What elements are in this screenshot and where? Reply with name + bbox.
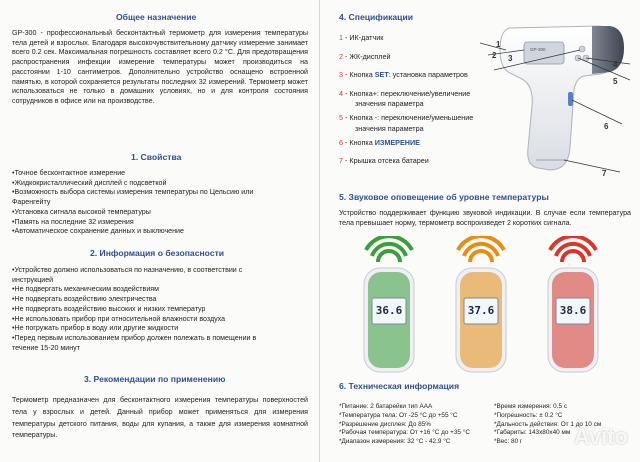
spec-key: SET	[374, 70, 389, 79]
general-text: GP-300 - профессиональный бесконтактный термометр для измерения температуры тела детей и взрослых. Благодаря высокочувствительному датчику измерение занимает всего 0.2 сек. Максимальная погрешность составляет всего 0.2 °C. Для предотвращения распространения инфекции измерение температуры может производиться на расстоянии 1-10 сантиметров. Дополнительно устройство оснащено встроенной памятью, в которой сохраняется результаты последних 32 измерений. Термометр может использоваться не только в домашних условиях, но и для контроля состояния сотрудников в офисе или на производстве.	[12, 29, 308, 105]
spec-number: 3	[339, 70, 345, 79]
properties-list	[12, 169, 253, 237]
property-item: •Точное бесконтактное измерение	[12, 169, 126, 177]
spec-number: 4	[339, 88, 345, 98]
property-item: •Автоматическое сохранение данных и выключение	[12, 227, 184, 236]
spec-item: 3 - Кнопка SET: установка параметров	[339, 70, 468, 79]
sound-readings	[346, 236, 626, 374]
safety-item: •Не использовать прибор при относительной влажности воздуха	[12, 314, 226, 323]
properties-title: 1. Свойства	[131, 152, 182, 162]
safety-item: •Не подвергать механическим воздействиям	[12, 285, 160, 294]
tech-item: *Разрешение дисплея: До 85%	[339, 420, 431, 428]
safety-item: •Не погружать прибор в воду или другие жидкости	[12, 324, 179, 333]
reading-value: 36.6	[375, 304, 403, 317]
reading-value: 38.6	[559, 304, 587, 317]
safety-item: •Не подвергать воздействию высоких и низких температур	[12, 304, 206, 313]
tech-col1	[339, 403, 470, 447]
sound-text: Устройство поддерживает функцию звуковой индикации. В случае если температура тела превышает норму, термометр воспроизведет 2 коротких сигнала.	[339, 209, 631, 227]
spec-item: значения параметра	[355, 99, 424, 108]
property-item: •Возможность выбора системы измерения температуры по Цельсию или	[12, 188, 254, 197]
spec-number: 2	[339, 51, 345, 61]
reading-unit	[346, 236, 432, 374]
safety-item: •Устройство должно использоваться по назначению, в соответствии с	[12, 266, 243, 274]
safety-item: течение 15-20 минут	[12, 343, 80, 352]
safety-list	[12, 266, 256, 353]
set-button	[579, 46, 585, 52]
spec-item: 1 - ИК-датчик	[339, 33, 384, 42]
spec-item: 7 - Крышка отсека батареи	[339, 156, 429, 165]
spec-item: 5 - Кнопка -: переключение/уменьшение	[339, 113, 474, 122]
device-label: GP-300	[530, 47, 546, 52]
tech-item: *Погрешность: ± 0.2 °C	[494, 411, 563, 419]
safety-title: 2. Информация о безопасности	[90, 248, 225, 258]
spec-number: 7	[339, 156, 345, 165]
tech-item: *Вес: 80 г	[494, 438, 523, 446]
recommendations-text: Термометр предназначен для бесконтактного измерения температуры поверхностей тела у взрослых и детей. Данный прибор может применяться для измерения температуры детского питания, воды для купания, а также для измерения комнатной температуры.	[12, 396, 308, 440]
property-item: •Жидкокристаллический дисплей с подсветкой	[12, 178, 167, 187]
watermark: Avito	[573, 424, 628, 449]
property-item: •Память на последние 32 измерения	[12, 217, 134, 226]
reading-value: 37.6	[467, 304, 495, 317]
spec-item: значения параметра	[355, 123, 424, 133]
safety-item: инструкцией	[12, 275, 54, 284]
tech-item: *Дальность действия: От 1 до 10 см	[494, 420, 602, 428]
callout-1: 1	[496, 40, 501, 49]
spec-number: 1	[339, 33, 345, 42]
spec-item: 4 - Кнопка+: переключение/увеличение	[339, 88, 471, 98]
spec-number: 6	[339, 137, 345, 147]
tech-item: *Время измерения: 0.5 с	[494, 403, 568, 410]
tech-item: *Диапазон измерения: 32 °C - 42.9 °C	[339, 438, 451, 446]
callout-6: 6	[604, 122, 609, 131]
callout-4: 4	[613, 60, 618, 69]
tech-title: 6. Техническая информация	[339, 381, 460, 391]
measure-trigger	[568, 92, 573, 106]
callout-2: 2	[492, 51, 497, 60]
safety-item: •Перед первым использованием прибор должен полежать в помещении в	[12, 333, 257, 342]
callout-5: 5	[613, 77, 618, 86]
spec-item: 2 - ЖК-дисплей	[339, 51, 391, 61]
general-title: Общее назначение	[116, 12, 197, 22]
property-item: •Установка сигнала высокой температуры	[12, 207, 151, 216]
callout-3: 3	[508, 54, 513, 63]
callout-7: 7	[602, 169, 607, 178]
specs-legend	[339, 29, 539, 171]
tech-item: *Температура тела: От -25 °C до +55 °C	[339, 411, 458, 419]
reading-unit	[438, 236, 524, 374]
spec-number: 5	[339, 113, 345, 122]
spec-item: 6 - Кнопка ИЗМЕРЕНИЕ	[339, 137, 420, 147]
tech-item: *Габариты: 143x80x40 мм	[494, 429, 571, 437]
sound-title: 5. Звуковое оповещение об уровне температуры	[339, 192, 549, 202]
recommendations-title: 3. Рекомендации по применению	[84, 374, 226, 384]
specs-title: 4. Спецификации	[339, 12, 414, 22]
tech-item: *Рабочая температура: От +16 °C до +35 °C	[339, 429, 470, 437]
spec-key: ИЗМЕРЕНИЕ	[374, 137, 420, 147]
thermometer-head	[592, 26, 624, 74]
safety-item: •Не подвергать воздействию электричества	[12, 295, 157, 304]
tech-item: *Питание: 2 батарейки тип AAA	[339, 403, 433, 410]
property-item: Фаренгейту	[12, 198, 51, 207]
reading-unit	[530, 236, 616, 374]
